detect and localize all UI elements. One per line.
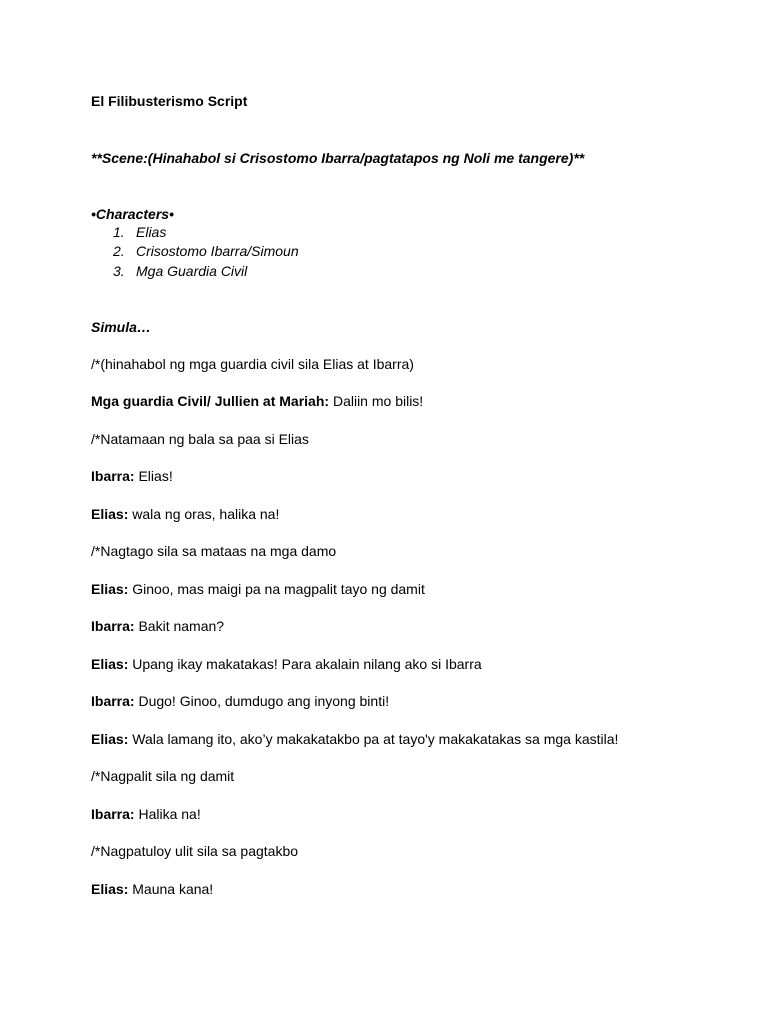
dialogue-line <box>91 880 213 898</box>
dialogue-text: Halika na! <box>134 806 201 822</box>
dialogue-line <box>91 692 389 710</box>
speaker-name: Elias: <box>91 731 129 747</box>
character-name: Mga Guardia Civil <box>136 263 248 279</box>
stage-direction <box>91 542 336 560</box>
character-item <box>113 242 299 260</box>
list-number: 2. <box>113 243 125 259</box>
speaker-name: Elias: <box>91 581 129 597</box>
speaker-name: Ibarra: <box>91 806 135 822</box>
characters-heading: •Characters• <box>91 206 174 222</box>
dialogue-line <box>91 730 618 748</box>
speaker-name: Elias: <box>91 506 129 522</box>
stage-direction <box>91 355 414 373</box>
start-heading: Simula… <box>91 319 151 335</box>
dialogue-text: Wala lamang ito, ako’y makakatakbo pa at tayo'y makakatakas sa mga kastila! <box>128 731 619 747</box>
dialogue-line <box>91 617 224 635</box>
speaker-name: Mga guardia Civil/ Jullien at Mariah: <box>91 393 330 409</box>
dialogue-text: Dugo! Ginoo, dumdugo ang inyong binti! <box>134 693 390 709</box>
dialogue-text: wala ng oras, halika na! <box>128 506 280 522</box>
dialogue-text: /*Natamaan ng bala sa paa si Elias <box>91 431 309 447</box>
dialogue-line <box>91 467 173 485</box>
character-name: Elias <box>136 224 167 240</box>
dialogue-line <box>91 580 425 598</box>
dialogue-text: Upang ikay makatakas! Para akalain nilang ako si Ibarra <box>128 656 482 672</box>
speaker-name: Elias: <box>91 881 129 897</box>
dialogue-text: Daliin mo bilis! <box>329 393 424 409</box>
list-number: 3. <box>113 263 125 279</box>
dialogue-text: /*Nagpatuloy ulit sila sa pagtakbo <box>91 843 299 859</box>
speaker-name: Elias: <box>91 656 129 672</box>
character-item <box>113 262 247 280</box>
dialogue-text: Elias! <box>134 468 173 484</box>
dialogue-line <box>91 805 201 823</box>
dialogue-line <box>91 392 423 410</box>
speaker-name: Ibarra: <box>91 693 135 709</box>
character-item <box>113 223 166 241</box>
dialogue-text: Bakit naman? <box>134 618 225 634</box>
dialogue-text: Ginoo, mas maigi pa na magpalit tayo ng damit <box>128 581 425 597</box>
dialogue-text: /*(hinahabol ng mga guardia civil sila Elias at Ibarra) <box>91 356 414 372</box>
list-number: 1. <box>113 224 125 240</box>
speaker-name: Ibarra: <box>91 618 135 634</box>
dialogue-text: /*Nagpalit sila ng damit <box>91 768 235 784</box>
stage-direction <box>91 430 309 448</box>
character-name: Crisostomo Ibarra/Simoun <box>136 243 299 259</box>
dialogue-line <box>91 655 482 673</box>
dialogue-line <box>91 505 279 523</box>
speaker-name: Ibarra: <box>91 468 135 484</box>
dialogue-text: /*Nagtago sila sa mataas na mga damo <box>91 543 337 559</box>
scene-heading: **Scene:(Hinahabol si Crisostomo Ibarra/pagtatapos ng Noli me tangere)** <box>91 150 585 166</box>
stage-direction <box>91 842 298 860</box>
dialogue-text: Mauna kana! <box>128 881 214 897</box>
document-title: El Filibusterismo Script <box>91 93 248 109</box>
stage-direction <box>91 767 234 785</box>
